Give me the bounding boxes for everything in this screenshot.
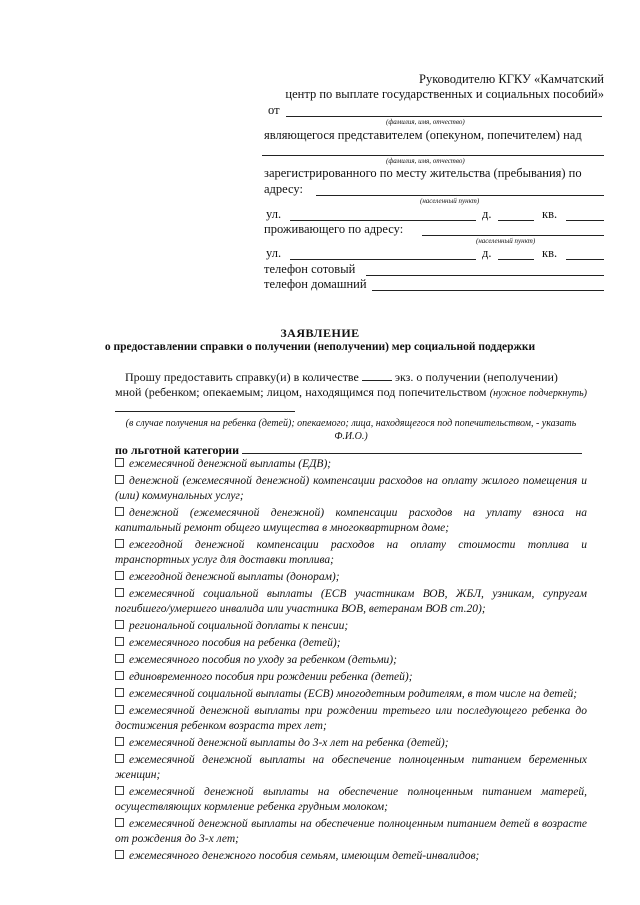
request-text-a: Прошу предоставить справку(и) в количестве <box>125 370 359 384</box>
registered-text: зарегистрированного по месту жительства (пребывания) по <box>264 166 582 180</box>
benefit-item <box>115 457 587 472</box>
benefit-label: ежемесячной социальной выплаты (ЕСВ) многодетным родителям, в том числе на детей; <box>129 688 578 700</box>
benefit-checkbox[interactable] <box>115 507 124 516</box>
benefit-checkbox[interactable] <box>115 588 124 597</box>
residing-locality-field[interactable] <box>422 235 604 236</box>
benefit-item <box>115 474 587 504</box>
benefit-label: ежемесячной денежной выплаты на обеспечение полноценным питанием детей в возрасте от рождения до 3-х лет; <box>115 818 587 845</box>
apt-label-2: кв. <box>542 246 558 260</box>
benefits-checklist <box>115 457 587 866</box>
home-phone-field[interactable] <box>372 290 604 291</box>
from-fio-field[interactable] <box>286 116 602 117</box>
benefit-checkbox[interactable] <box>115 654 124 663</box>
street-label-1: ул. <box>266 207 282 221</box>
representative-text: являющегося представителем (опекуном, попечителем) над <box>264 128 582 142</box>
addressee-line-2: центр по выплате государственных и социальных пособий» <box>285 87 604 101</box>
apt-label-1: кв. <box>542 207 558 221</box>
benefit-item <box>115 538 587 568</box>
copies-count-field[interactable] <box>362 370 392 381</box>
home-phone-row <box>264 277 604 293</box>
benefit-item <box>115 653 587 668</box>
benefit-item <box>115 817 587 847</box>
fio-caption-1: (фамилия, имя, отчество) <box>386 118 465 126</box>
benefit-item <box>115 506 587 536</box>
category-field[interactable] <box>242 443 582 454</box>
benefit-item <box>115 849 587 864</box>
benefit-checkbox[interactable] <box>115 737 124 746</box>
benefit-checkbox[interactable] <box>115 818 124 827</box>
request-note: (нужное подчеркнуть) <box>489 388 588 399</box>
residing-street-row <box>264 246 604 262</box>
residing-street-field[interactable] <box>290 259 476 260</box>
from-row <box>264 103 604 119</box>
document-subtitle: о предоставлении справки о получении (неполучении) мер социальной поддержки <box>104 341 536 353</box>
request-line-2 <box>115 385 587 416</box>
house-label-2: д. <box>482 246 492 260</box>
benefit-label: ежемесячной денежной выплаты на обеспечение полноценным питанием беременных женщин; <box>115 754 587 781</box>
request-paragraph <box>115 370 587 416</box>
request-line-1 <box>115 370 587 385</box>
benefit-checkbox[interactable] <box>115 458 124 467</box>
document-title: ЗАЯВЛЕНИЕ <box>280 326 360 340</box>
benefit-checkbox[interactable] <box>115 571 124 580</box>
benefit-item <box>115 736 587 751</box>
benefit-label: ежемесячной денежной выплаты (ЕДВ); <box>129 458 332 470</box>
residing-label: проживающего по адресу: <box>264 222 404 236</box>
address-label: адресу: <box>264 182 303 196</box>
house-label-1: д. <box>482 207 492 221</box>
benefit-checkbox[interactable] <box>115 705 124 714</box>
ward-fio-field[interactable] <box>262 155 604 156</box>
mobile-phone-row <box>264 262 604 278</box>
from-label: от <box>268 103 280 117</box>
benefit-label: ежемесячного денежного пособия семьям, имеющим детей-инвалидов; <box>129 850 480 862</box>
addressee-line-1: Руководителю КГКУ «Камчатский <box>419 72 604 86</box>
benefit-label: ежемесячного пособия на ребенка (детей); <box>129 637 341 649</box>
benefit-label: ежегодной денежной компенсации расходов на оплату стоимости топлива и транспортных услуг для доставки топлива; <box>115 539 587 566</box>
registered-locality-field[interactable] <box>316 195 604 196</box>
home-phone-label: телефон домашний <box>264 277 367 291</box>
benefit-item <box>115 636 587 651</box>
residing-house-field[interactable] <box>498 259 534 260</box>
benefit-checkbox[interactable] <box>115 850 124 859</box>
benefit-checkbox[interactable] <box>115 786 124 795</box>
benefit-label: ежемесячной денежной выплаты до 3-х лет на ребенка (детей); <box>129 737 449 749</box>
addressee-header <box>264 72 604 102</box>
category-label: по льготной категории <box>115 443 240 457</box>
benefit-label: ежемесячного пособия по уходу за ребенком (детьми); <box>129 654 397 666</box>
benefit-checkbox[interactable] <box>115 754 124 763</box>
request-person-field[interactable] <box>115 401 295 412</box>
registered-apt-field[interactable] <box>566 220 604 221</box>
child-note: (в случае получения на ребенка (детей); опекаемого; лица, находящегося под попечительством, - указать Ф.И.О.) <box>125 418 577 442</box>
mobile-phone-field[interactable] <box>366 275 604 276</box>
benefit-item <box>115 670 587 685</box>
registered-row <box>264 166 604 182</box>
benefit-label: региональной социальной доплаты к пенсии; <box>129 620 349 632</box>
benefit-checkbox[interactable] <box>115 688 124 697</box>
benefit-label: ежегодной денежной выплаты (донорам); <box>129 571 340 583</box>
fio-caption-2: (фамилия, имя, отчество) <box>386 157 465 165</box>
benefit-label: ежемесячной социальной выплаты (ЕСВ участникам ВОВ, ЖБЛ, узникам, супругам погибшего/умершего инвалида или участника ВОВ, ветеранам ВОВ ст.20); <box>115 588 587 615</box>
benefit-item <box>115 619 587 634</box>
request-text-b: экз. о получении (неполучении) <box>394 370 558 384</box>
benefit-item <box>115 753 587 783</box>
benefit-checkbox[interactable] <box>115 620 124 629</box>
registered-house-field[interactable] <box>498 220 534 221</box>
registered-street-field[interactable] <box>290 220 476 221</box>
representative-row <box>264 128 604 144</box>
benefit-checkbox[interactable] <box>115 637 124 646</box>
benefit-label: ежемесячной денежной выплаты при рождении третьего или последующего ребенка до достижения ребенком возраста трех лет; <box>115 705 587 732</box>
benefit-checkbox[interactable] <box>115 539 124 548</box>
category-row <box>115 443 587 458</box>
street-label-2: ул. <box>266 246 282 260</box>
registered-street-row <box>264 207 604 223</box>
benefit-checkbox[interactable] <box>115 671 124 680</box>
benefit-item <box>115 570 587 585</box>
locality-caption-2: (населенный пункт) <box>476 237 536 245</box>
benefit-item <box>115 687 587 702</box>
benefit-label: единовременного пособия при рождении ребенка (детей); <box>129 671 413 683</box>
benefit-item <box>115 704 587 734</box>
residing-row <box>264 222 604 238</box>
mobile-phone-label: телефон сотовый <box>264 262 356 276</box>
registered-address-row <box>264 182 604 198</box>
benefit-label: ежемесячной денежной выплаты на обеспечение полноценным питанием матерей, осуществляющих кормление ребенка грудным молоком; <box>115 786 587 813</box>
request-text-c: мной (ребенком; опекаемым; лицом, находящимся под попечительством <box>115 385 487 399</box>
locality-caption-1: (населенный пункт) <box>420 197 480 205</box>
benefit-label: денежной (ежемесячной денежной) компенсации расходов на уплату взноса на капитальный ремонт общего имущества в многоквартирном доме; <box>115 507 587 534</box>
benefit-checkbox[interactable] <box>115 475 124 484</box>
benefit-label: денежной (ежемесячной денежной) компенсации расходов на оплату жилого помещения и (или) коммунальных услуг; <box>115 475 587 502</box>
residing-apt-field[interactable] <box>566 259 604 260</box>
benefit-item <box>115 785 587 815</box>
benefit-item <box>115 587 587 617</box>
